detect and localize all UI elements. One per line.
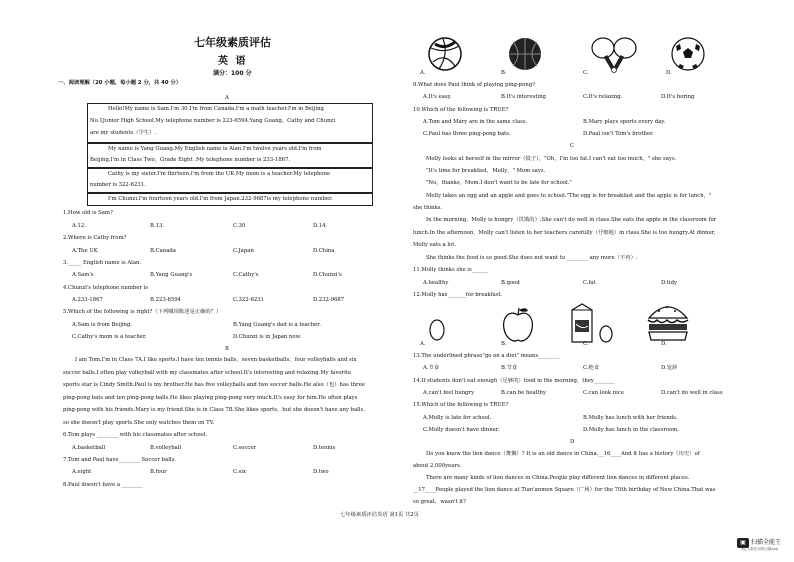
- option[interactable]: C.It's relaxing.: [583, 94, 623, 100]
- option[interactable]: B.It's interesting: [501, 94, 547, 100]
- question-10: 10.Which of the following is TRUE?: [413, 107, 509, 113]
- watermark-title: 扫描全能王: [751, 539, 782, 546]
- option[interactable]: C.Molly doesn't have dinner.: [423, 427, 500, 433]
- option[interactable]: C.30: [233, 223, 246, 229]
- passage-c-line: "No，thanks，Mom.I don't want to be late for school.": [426, 180, 572, 186]
- text-line: I'm Chunzi.I'm fourteen years old.I'm from Japan.232-9687is my telephone number.: [108, 196, 333, 202]
- passage-b-letter: B: [225, 346, 229, 352]
- option[interactable]: D.Chunzi's: [313, 272, 342, 278]
- option[interactable]: A.节食: [423, 365, 440, 371]
- question-12: 12.Molly has_______for breakfast.: [413, 292, 503, 298]
- option[interactable]: C.Cathy's mom is a teacher.: [72, 334, 147, 340]
- question-4: 4.Chunzi's telephone number is: [63, 285, 148, 291]
- option[interactable]: B.good: [501, 280, 520, 286]
- text-line: number is 322-6231.: [90, 182, 146, 188]
- text-line: Beijing.I'm in Class Two，Grade Eight .My telephone number is 233-1867.: [90, 157, 291, 163]
- option[interactable]: D.can't do well in class: [661, 390, 723, 396]
- option[interactable]: A.Tom and Mary are in the same class.: [423, 119, 528, 125]
- passage-d-line: There are many kinds of lion dances in China.People play different lion dances in different places.: [426, 475, 690, 481]
- question-2: 2.Where is Cathy from?: [63, 235, 127, 241]
- option[interactable]: C.can look nice: [583, 390, 624, 396]
- option[interactable]: C.fat: [583, 280, 596, 286]
- passage-a-letter: A: [225, 95, 229, 101]
- option[interactable]: D.Chunzi is in Japan now.: [233, 334, 302, 340]
- option[interactable]: B.13.: [150, 223, 165, 229]
- q8-option-a[interactable]: A.: [420, 70, 426, 76]
- option[interactable]: C.322-6231: [233, 297, 264, 303]
- question-11: 11.Molly thinks she is______: [413, 267, 488, 273]
- text-line: are my students（学生）.: [90, 130, 157, 136]
- option[interactable]: C.Paul has three ping-pong bats.: [423, 131, 511, 137]
- option[interactable]: A.233-1867: [72, 297, 103, 303]
- option[interactable]: C.Cathy's: [233, 272, 259, 278]
- scanner-logo-icon: ▣: [737, 538, 749, 548]
- q12-option-c[interactable]: C.: [583, 341, 589, 347]
- option[interactable]: D.tidy: [661, 280, 677, 286]
- option[interactable]: C.绝食: [583, 365, 600, 371]
- q8-option-c[interactable]: C.: [583, 70, 589, 76]
- passage-d-letter: D: [570, 439, 575, 445]
- question-6: 6.Tom plays ________ with his classmates after school.: [63, 432, 208, 438]
- passage-c-line: She thinks the food is so good.She does not want to ________ any more（不再）.: [426, 255, 638, 261]
- passage-d-line: __17____People played the lion dance at Tian'anmen Square（广场）for the 70th birthday of New China.That was: [413, 487, 716, 493]
- question-8: 8.Paul doesn't have a ________: [63, 482, 143, 488]
- option[interactable]: B.volleyball: [150, 445, 182, 451]
- passage-c-line: she thinks.: [413, 205, 443, 211]
- option[interactable]: D.two: [313, 469, 329, 475]
- option[interactable]: D.China: [313, 248, 335, 254]
- option[interactable]: B.can be healthy: [501, 390, 546, 396]
- question-5: 5.Which of the following is right?（下列哪项陈述是正确的？）: [63, 309, 222, 315]
- text-line: My name is Yang Guang.My English name is Alan.I'm twelve years old.I'm from: [108, 146, 322, 152]
- passage-c-line: In the morning，Molly is hungry（饥饿的）.She can't do well in class.She eats the apple in the classroom for: [426, 217, 717, 223]
- question-9: 9.What does Paul think of playing ping-pong?: [413, 82, 535, 88]
- option[interactable]: A.eight: [72, 469, 92, 475]
- option[interactable]: B.Yang Guang's dad is a teacher.: [233, 322, 321, 328]
- option[interactable]: A.basketball: [72, 445, 106, 451]
- passage-d-line: about 2,000years.: [413, 463, 462, 469]
- milk-and-egg-image: [566, 300, 620, 344]
- egg-image: [428, 318, 446, 342]
- option[interactable]: C.soccer: [233, 445, 257, 451]
- q12-option-d[interactable]: D.: [661, 341, 667, 347]
- passage-c-letter: C: [570, 143, 575, 149]
- option[interactable]: B.223-6594: [150, 297, 181, 303]
- passage-c-line: lunch.In the afternoon，Molly can't listen to her teachers carefully（仔细地）in class.She is too hungry.At dinner,: [413, 230, 716, 236]
- option[interactable]: C.Japan: [233, 248, 254, 254]
- option[interactable]: B.Molly has lunch with her friends.: [583, 415, 678, 421]
- ping-pong-bats-image: [585, 34, 643, 74]
- basketball-image: [505, 36, 545, 72]
- option[interactable]: B.节食: [501, 365, 518, 371]
- passage-b-line: sports star is Cindy Smith.Paul is my brother.He has five volleyballs and two soccer balls.He also（也）has three: [63, 382, 365, 388]
- option[interactable]: A.The UK: [72, 248, 98, 254]
- passage-a-box-4: [87, 193, 373, 206]
- text-line: Cathy is my sister.I'm thirteen.I'm from the UK.My mom is a teacher.My telephone: [108, 171, 331, 177]
- option[interactable]: D.Paul isn't Tom's brother.: [583, 131, 654, 137]
- option[interactable]: A.Sam is from Beijing.: [72, 322, 133, 328]
- text-line: Hello!My name is Sam.I'm 30.I'm from Canada.I'm a math teacher.I'm in Beijing: [108, 106, 324, 112]
- hamburger-image: [645, 298, 691, 344]
- passage-c-line: Molly eats a lot.: [413, 242, 457, 248]
- option[interactable]: D.Molly has lunch in the classroom.: [583, 427, 679, 433]
- question-14: 14.If students don't eat enough（足够的）food in the morning，they________: [413, 378, 616, 384]
- option[interactable]: D.tennis: [313, 445, 336, 451]
- option[interactable]: A.Molly is late for school.: [423, 415, 492, 421]
- option[interactable]: C.six: [233, 469, 246, 475]
- q8-option-b[interactable]: B.: [501, 70, 507, 76]
- volleyball-image: [425, 36, 465, 72]
- option[interactable]: D.14.: [313, 223, 328, 229]
- passage-b-line: ping-pong bats and ten ping-pong balls.He likes playing ping-pong very much.It's easy for him.He often plays: [63, 395, 358, 401]
- passage-d-line: so great，wasn't it?: [413, 499, 466, 505]
- passage-c-line: "It's time for breakfast，Molly，" Mom says.: [426, 168, 546, 174]
- q12-option-a[interactable]: A.: [420, 341, 426, 347]
- question-7: 7.Tom and Paul have________ Soccer balls.: [63, 457, 176, 463]
- watermark-subtitle: 3亿人都在用的扫描App: [741, 547, 779, 551]
- option[interactable]: D.It's boring: [661, 94, 695, 100]
- passage-b-line: soccer balls.I often play volleyball with my classmates after school.It's interesting and relaxing.My favorite: [63, 370, 352, 376]
- option[interactable]: A.Sam's: [72, 272, 94, 278]
- option[interactable]: B.Yang Guang's: [150, 272, 193, 278]
- q12-option-b[interactable]: B.: [501, 341, 507, 347]
- apple-image: [500, 305, 536, 345]
- question-13: 13.The underlined phrase"go on a diet" means________: [413, 353, 560, 359]
- passage-a-box-3: [87, 168, 373, 193]
- option[interactable]: A.can't feel hungry: [423, 390, 475, 396]
- option[interactable]: B.Canada: [150, 248, 176, 254]
- full-score: 满分：100 分: [213, 70, 252, 77]
- page-footer: 七年级素质评估英语 第1页 共2页: [340, 512, 419, 518]
- subject-title: 英 语: [218, 56, 248, 67]
- exam-title: 七年级素质评估: [194, 36, 271, 49]
- passage-d-line: Do you know the lion dance（舞狮）? It is an old dance in China.__16____And it has a history（历史）of: [426, 451, 700, 457]
- question-3: 3._____ English name is Alan.: [63, 260, 142, 266]
- option[interactable]: D.宠辞: [661, 365, 678, 371]
- passage-b-line: I am Tom.I'm in Class 7A.I like sports.I have ten tennis balls，seven basketballs，four volleyballs and six: [75, 357, 357, 363]
- passage-c-line: Molly looks at herself in the mirror（镜子），"Oh，I'm too fat.I can't eat too much，" she says.: [426, 156, 677, 162]
- passage-a-box-1: [87, 103, 373, 143]
- option[interactable]: B.Mary plays sports every day.: [583, 119, 666, 125]
- option[interactable]: A.It's easy.: [423, 94, 452, 100]
- passage-b-line: ping-pong with his friends.Mary is my friend.She is in Class 7B.She likes sports，but she doesn't have any balls.: [63, 407, 365, 413]
- passage-a-box-2: [87, 143, 373, 168]
- text-line: No.1Junior High School.My telephone number is 223-6594.Yang Guang，Cathy and Chunzi: [90, 118, 336, 124]
- option[interactable]: D.232-9687: [313, 297, 345, 303]
- passage-b-line: so she doesn't play sports.She only watches them on TV.: [63, 420, 215, 426]
- section-heading: 一、阅读理解（20 小题，每小题 2 分，共 40 分）: [58, 80, 181, 86]
- q8-option-d[interactable]: D.: [666, 70, 672, 76]
- option[interactable]: B.four: [150, 469, 167, 475]
- question-15: 15.Which of the following is TRUE?: [413, 402, 509, 408]
- option[interactable]: A.healthy: [423, 280, 449, 286]
- question-1: 1.How old is Sam?: [63, 210, 113, 216]
- option[interactable]: A.12.: [72, 223, 86, 229]
- soccer-ball-image: [668, 36, 708, 72]
- passage-c-line: Molly takes an egg and an apple and goes to school."The egg is for breakfast and the apple is for lunch，": [426, 193, 712, 199]
